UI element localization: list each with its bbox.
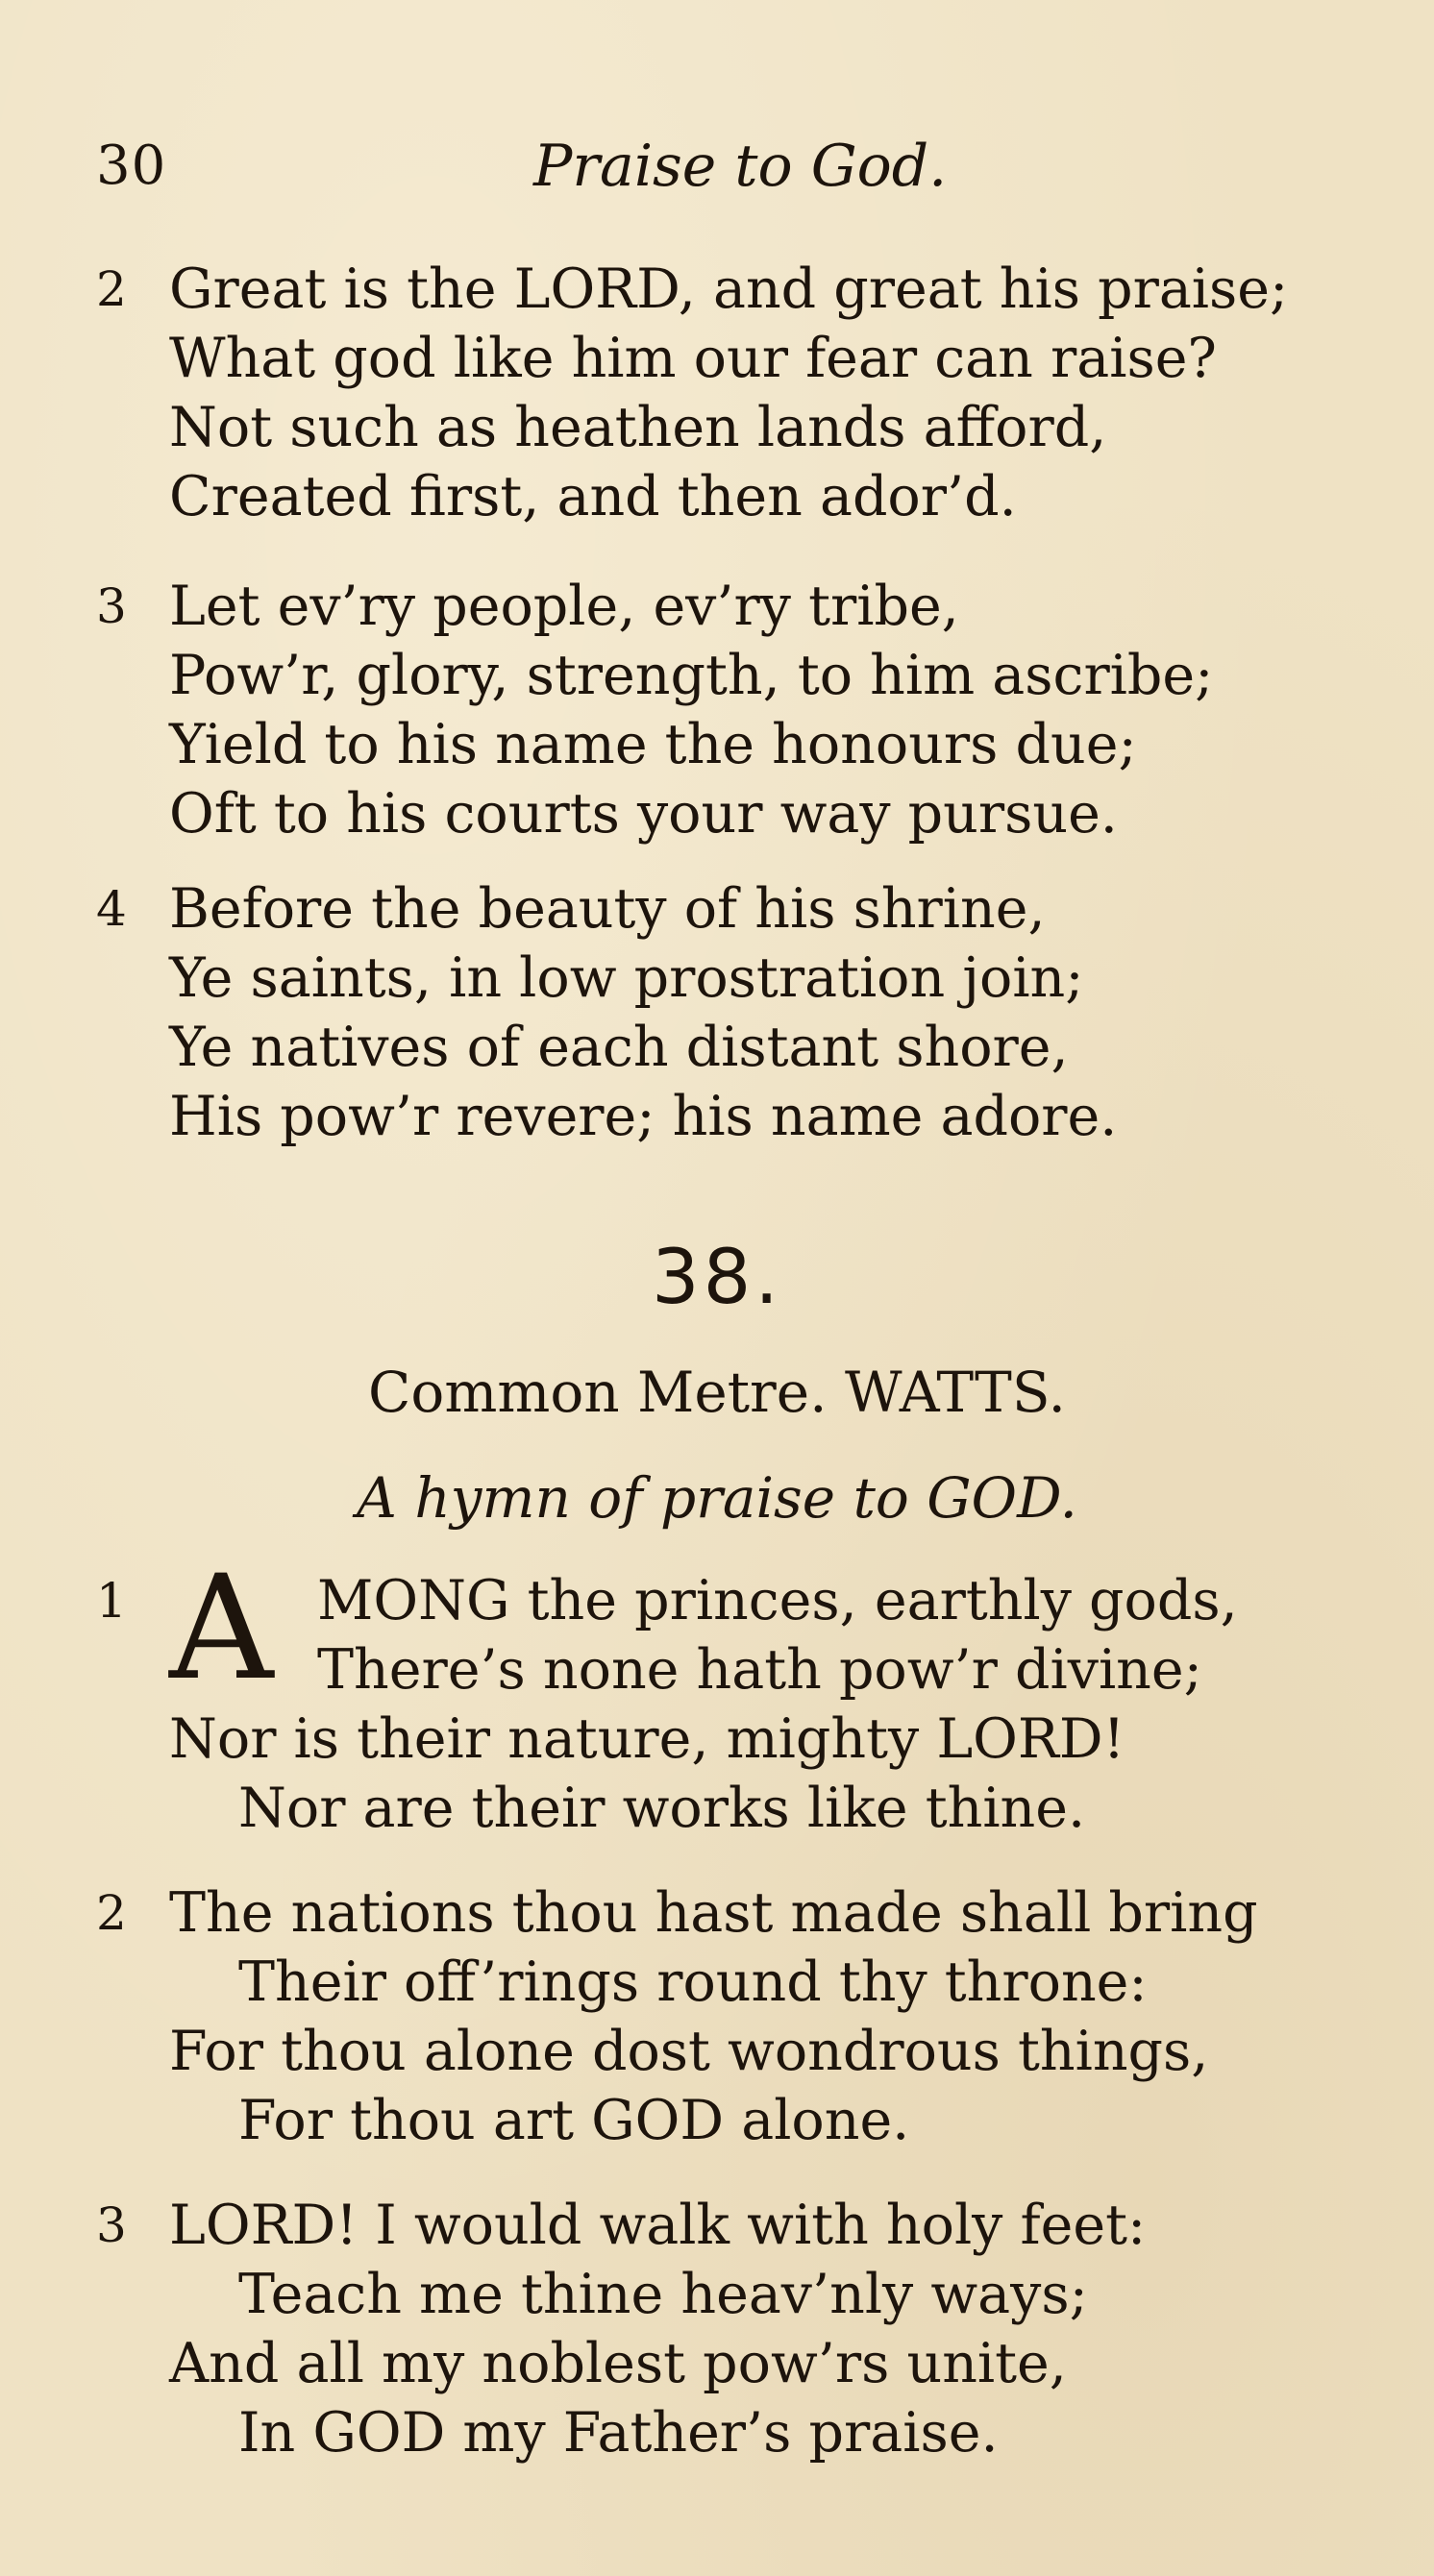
stanza-line: 4 Before the beauty of his shrine, <box>96 874 1346 944</box>
stanza-line: And all my noblest pow’rs unite, <box>169 2332 1067 2395</box>
meter-line: Common Metre. WATTS. <box>368 1360 1066 1425</box>
stanza-line: There’s none hath pow’r divine; <box>317 1638 1202 1702</box>
hymn-stanza-3 <box>96 2191 1346 2467</box>
running-title: Praise to God. <box>533 133 948 200</box>
running-head <box>96 125 1288 211</box>
stanza-line: Their off’rings round thy throne: <box>238 1950 1148 2014</box>
stanza-line: For thou alone dost wondrous things, <box>169 2020 1209 2083</box>
stanza-line: Yield to his name the honours due; <box>169 713 1137 776</box>
stanza-line: 2 The nations thou hast made shall bring <box>96 1878 1346 1948</box>
prev-stanza-4 <box>96 874 1346 1151</box>
stanza-number: 3 <box>96 578 127 634</box>
stanza-line: 2 Great is the LORD, and great his praise; <box>96 255 1346 324</box>
stanza-number: 2 <box>96 1885 127 1941</box>
hymn-title: A hymn of praise to GOD. <box>357 1465 1077 1531</box>
stanza-line: Ye saints, in low prostration join; <box>169 946 1084 1010</box>
stanza-line: Pow’r, glory, strength, to him ascribe; <box>169 644 1214 707</box>
stanza-line: Teach me thine heav’nly ways; <box>238 2263 1088 2326</box>
stanza-line: 1 A MONG the princes, earthly gods, <box>96 1545 1238 1712</box>
stanza-line: Nor are their works like thine. <box>238 1777 1086 1840</box>
stanza-line: 3 Let ev’ry people, ev’ry tribe, <box>96 572 1346 641</box>
stanza-line: Not such as heathen lands afford, <box>169 396 1107 459</box>
hymn-stanza-2 <box>96 1878 1346 2155</box>
stanza-line: What god like him our fear can raise? <box>169 327 1217 390</box>
stanza-line: In GOD my Father’s praise. <box>238 2401 999 2465</box>
prev-stanza-3 <box>96 572 1346 848</box>
stanza-line: Created first, and then ador’d. <box>169 465 1017 528</box>
prev-stanza-2 <box>96 255 1346 531</box>
stanza-line: For thou art GOD alone. <box>238 2089 910 2152</box>
drop-cap: A <box>169 1545 274 1712</box>
hymn-stanza-1 <box>96 1545 1346 1843</box>
page-number: 30 <box>96 135 167 197</box>
stanza-line: Ye natives of each distant shore, <box>169 1016 1069 1079</box>
stanza-number: 3 <box>96 2197 127 2253</box>
stanza-number: 1 <box>96 1573 127 1629</box>
stanza-line: His pow’r revere; his name adore. <box>169 1085 1118 1148</box>
stanza-line: 3 LORD! I would walk with holy feet: <box>96 2191 1346 2260</box>
stanza-line: Nor is their nature, mighty LORD! <box>169 1707 1125 1771</box>
hymn-number: 38. <box>651 1235 783 1321</box>
stanza-number: 4 <box>96 881 127 937</box>
stanza-line: Oft to his courts your way pursue. <box>169 782 1118 846</box>
stanza-number: 2 <box>96 261 127 317</box>
